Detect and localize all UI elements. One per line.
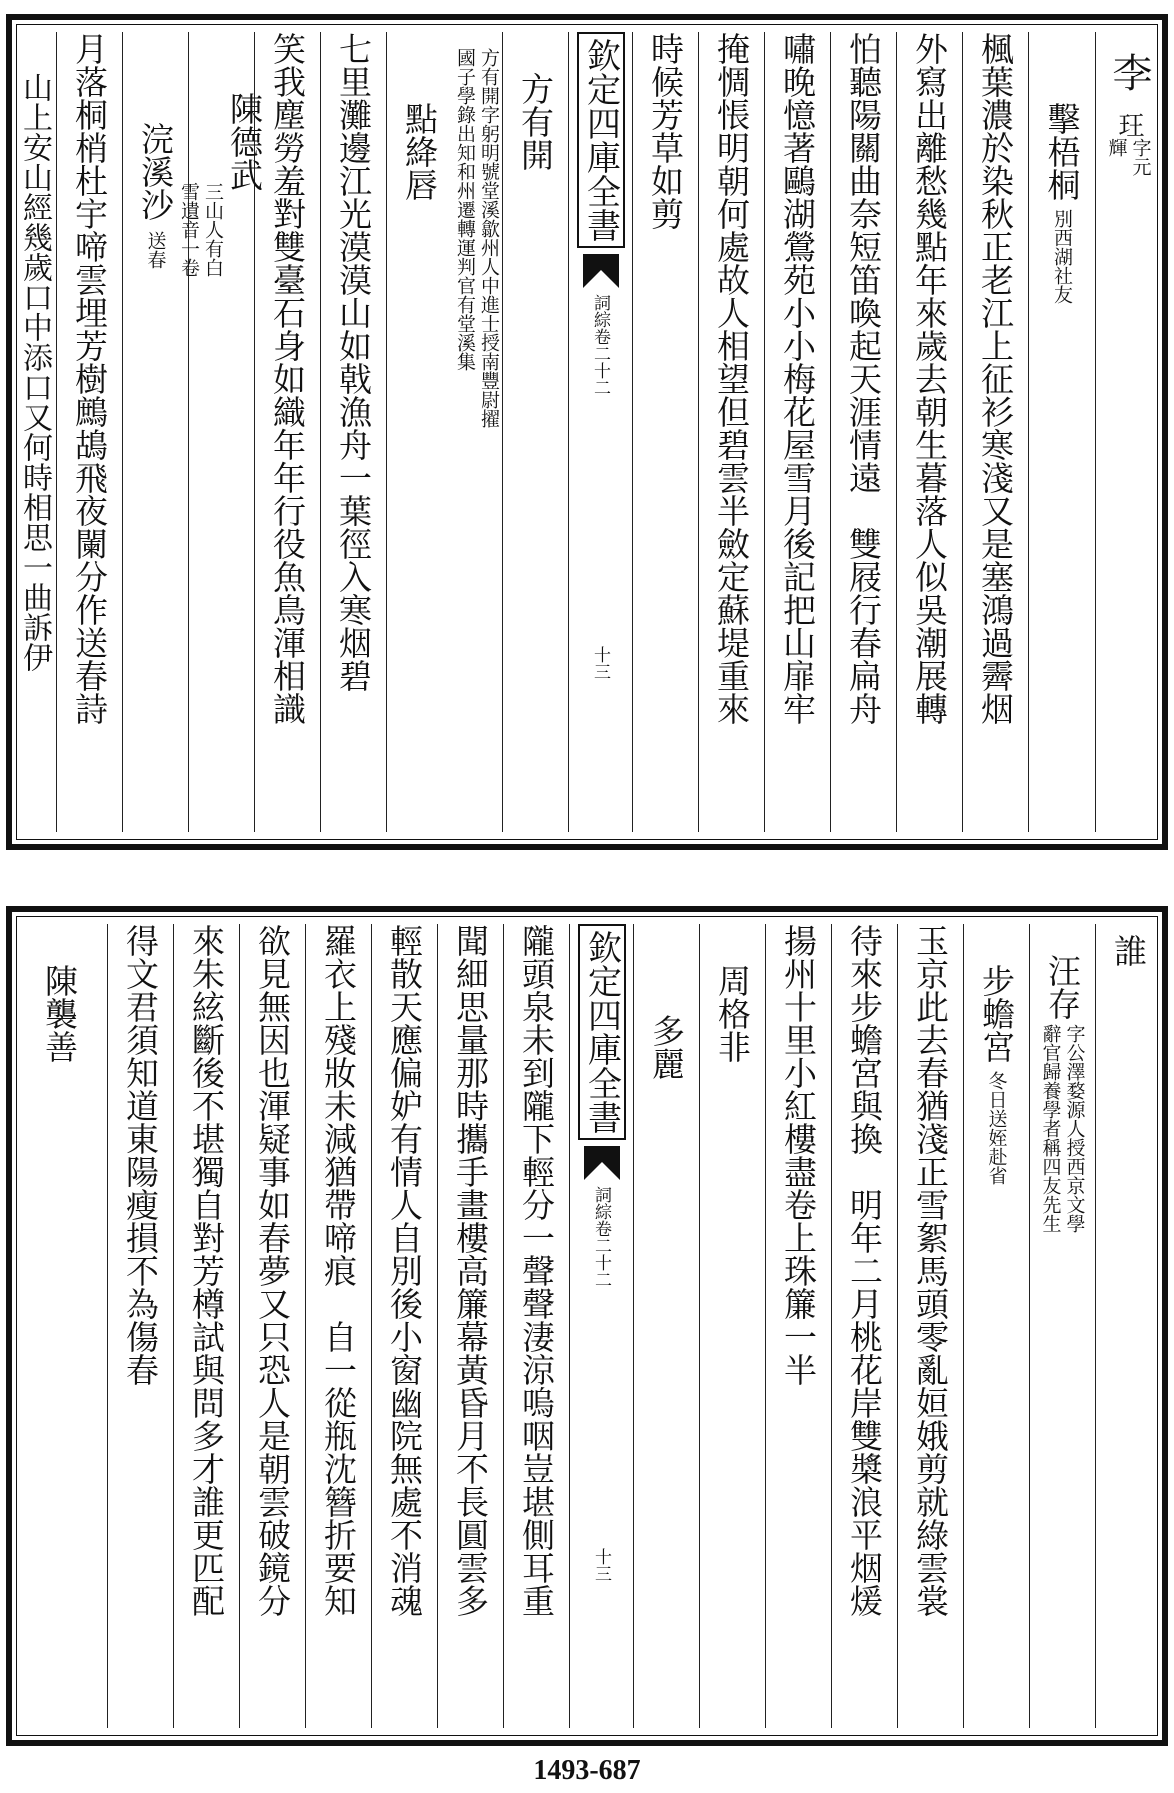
text-column: 嘯晚憶著鷗湖鶯苑小小梅花屋雪月後記把山扉牢 bbox=[764, 32, 830, 832]
leaf-number: 十三 bbox=[590, 646, 610, 680]
text-column: 隴頭泉未到隴下輕分一聲聲淒涼嗚咽豈堪側耳重 bbox=[503, 924, 569, 1728]
text-column: 怕聽陽關曲奈短笛喚起天涯情遠 雙屐行春扁舟 bbox=[830, 32, 896, 832]
page-number: 1493-687 bbox=[533, 1755, 641, 1786]
text-column: 欲見無因也渾疑事如春夢又只恐人是朝雲破鏡分 bbox=[239, 924, 305, 1728]
author-column: 周格非 bbox=[699, 924, 765, 1728]
tune-column: 點絳唇 bbox=[386, 32, 452, 832]
author-column bbox=[1029, 924, 1095, 1728]
text-column: 揚州十里小紅樓盡卷上珠簾一半 bbox=[765, 924, 831, 1728]
center-strip bbox=[568, 32, 632, 832]
text-column: 外寫出離愁幾點年來歲去朝生暮落人似吳潮展轉 bbox=[896, 32, 962, 832]
header-char: 李 bbox=[1106, 52, 1152, 92]
tune-note: 別西湖社友 bbox=[1051, 209, 1073, 304]
center-strip bbox=[569, 924, 633, 1728]
text-column: 月落桐梢杜宇啼雲埋芳樹鷓鴣飛夜闌分作送春詩 bbox=[56, 32, 122, 832]
book-name: 詞綜 bbox=[591, 1186, 611, 1220]
text-column: 山上安山經幾歲口中添口又何時相思一曲訴伊 bbox=[17, 72, 52, 672]
fish-tail-mark-icon bbox=[584, 1146, 620, 1180]
tune-column bbox=[963, 924, 1029, 1728]
author-note: 字元 輝 bbox=[1105, 138, 1152, 176]
text-column: 楓葉濃於染秋正老江上征衫寒淺又是塞鴻過霽烟 bbox=[962, 32, 1028, 832]
text-column: 笑我塵勞羞對雙臺石身如織年年行役魚鳥渾相識 bbox=[254, 32, 320, 832]
text-column: 掩惆悵明朝何處故人相望但碧雲半斂定蘇堤重來 bbox=[698, 32, 764, 832]
catalog-title: 欽定四庫全書 bbox=[578, 924, 626, 1140]
book-name: 詞綜 bbox=[590, 294, 610, 328]
author-column: 陳德武 三山人有白 雪遺音一卷 bbox=[188, 32, 254, 832]
author-note-column: 方有開字躬明號堂溪歙州人中進士授南豐尉擢 國子學錄出知和州遷轉運判官有堂溪集 bbox=[454, 48, 500, 428]
catalog-title: 欽定四庫全書 bbox=[577, 32, 625, 248]
header-column bbox=[1095, 32, 1161, 832]
tune-column: 多麗 bbox=[633, 924, 699, 1728]
author-name: 汪存 bbox=[1043, 954, 1082, 1020]
tune-column: 浣溪沙 送春 bbox=[122, 32, 188, 832]
text-column: 聞細思量那時攜手畫樓高簾幕黃昏月不長圓雲多 bbox=[437, 924, 503, 1728]
tune-title: 擊梧桐 bbox=[1042, 102, 1082, 201]
fish-tail-mark-icon bbox=[583, 254, 619, 288]
text-column: 輕散天應偏妒有情人自別後小窗幽院無處不消魂 bbox=[371, 924, 437, 1728]
author-note: 字公澤婺源人授西京文學 辭官歸養學者稱四友先生 bbox=[1039, 1024, 1086, 1233]
leaf-number: 十三 bbox=[591, 1548, 611, 1582]
text-column: 玉京此去春猶淺正雪絮馬頭零亂姮娥剪就綠雲裳 bbox=[897, 924, 963, 1728]
text-column: 時候芳草如剪 bbox=[632, 32, 698, 832]
text-column: 待來步蟾宮與換 明年二月桃花岸雙槳浪平烟煖 bbox=[831, 924, 897, 1728]
bottom-page bbox=[6, 906, 1168, 1746]
top-page bbox=[6, 14, 1168, 850]
text-column: 來朱絃斷後不堪獨自對芳樽試與問多才誰更匹配 bbox=[173, 924, 239, 1728]
author-name: 玨 bbox=[1114, 112, 1144, 138]
tune-column bbox=[1028, 32, 1095, 832]
tune-title: 步蟾宮 bbox=[977, 964, 1016, 1063]
header-column bbox=[1095, 924, 1161, 1728]
text-column: 得文君須知道東陽瘦損不為傷春 bbox=[107, 924, 173, 1728]
author-column: 方有開 bbox=[502, 32, 568, 832]
text-column: 七里灘邊江光漠漠山如戟漁舟一葉徑入寒烟碧 bbox=[320, 32, 386, 832]
text-column: 羅衣上殘妝未減猶帶啼痕 自一從瓶沈簪折要知 bbox=[305, 924, 371, 1728]
tune-note: 冬日送姪赴省 bbox=[985, 1071, 1008, 1185]
volume-label: 卷二十二 bbox=[590, 328, 610, 396]
volume-label: 卷二十二 bbox=[591, 1220, 611, 1288]
author-column: 陳襲善 bbox=[40, 964, 79, 1063]
header-char: 誰 bbox=[1109, 934, 1148, 967]
